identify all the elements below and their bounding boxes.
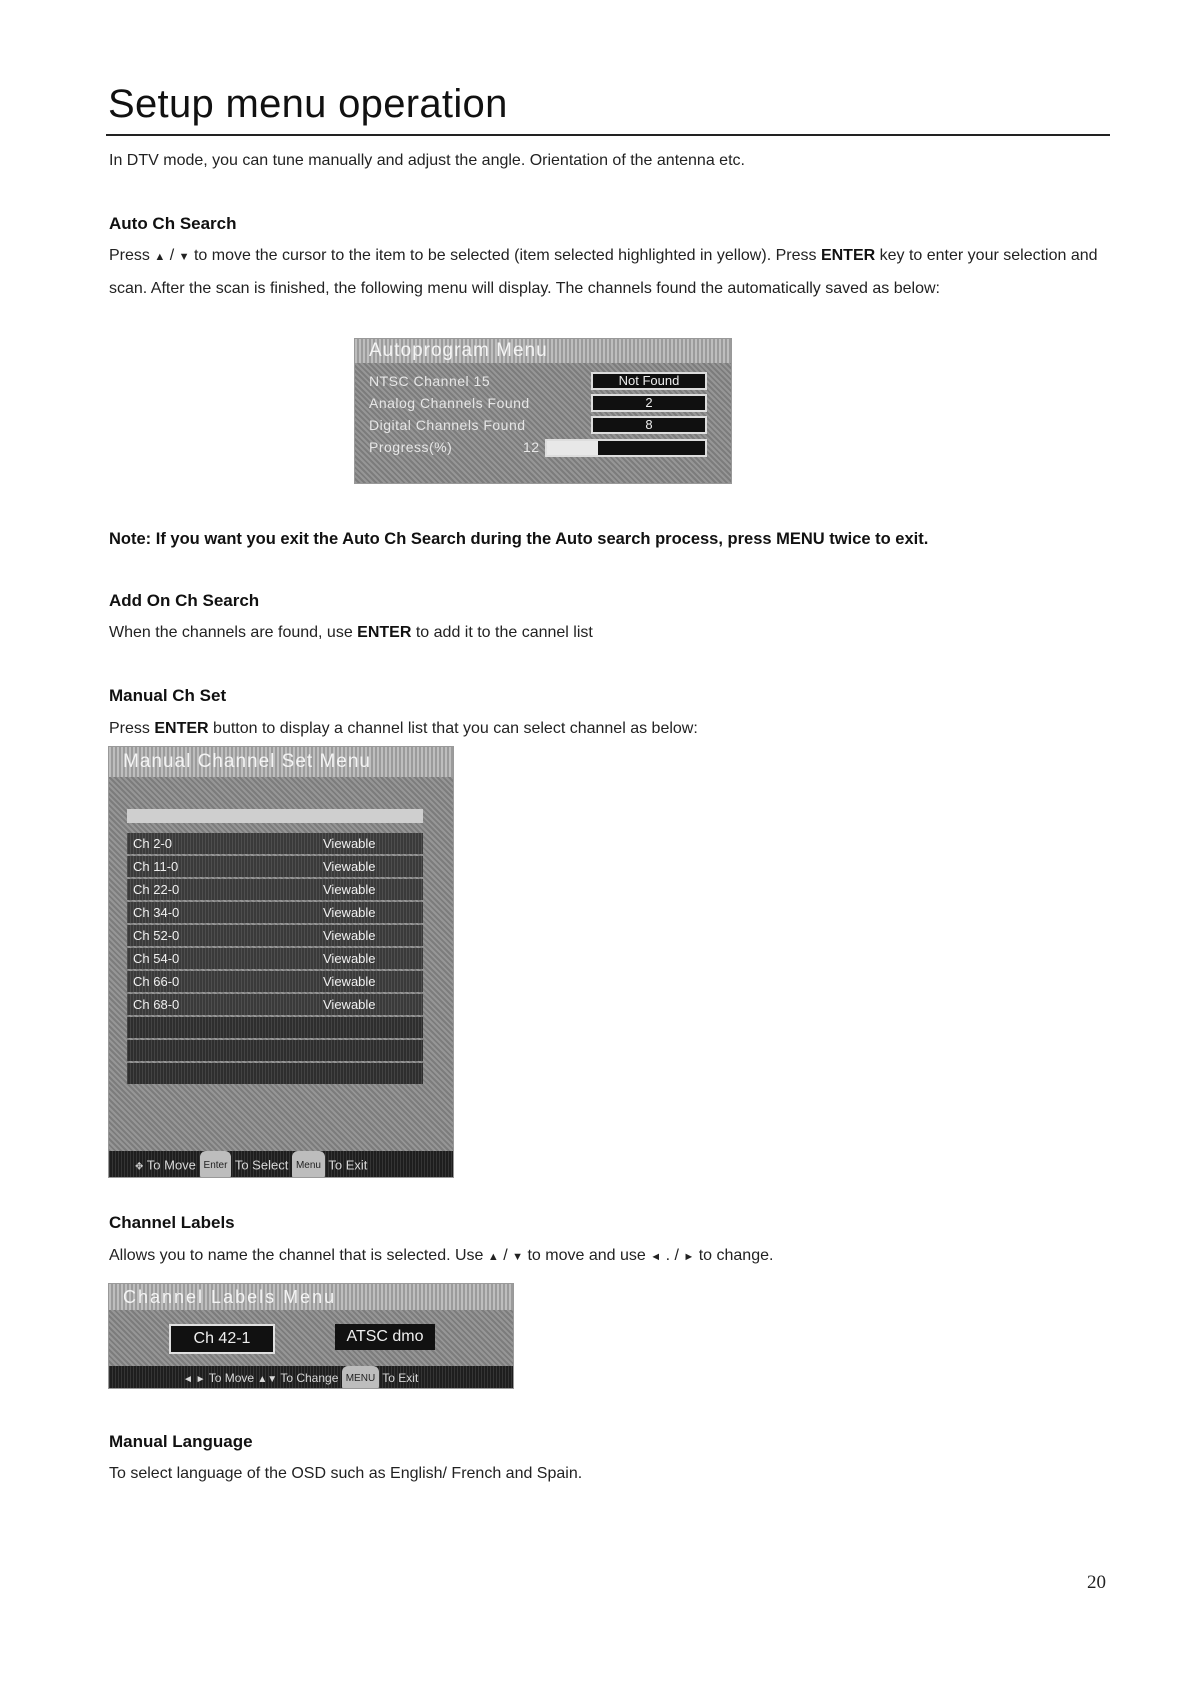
channel-number: Ch 66-0	[133, 974, 180, 989]
page-title: Setup menu operation	[108, 82, 508, 126]
left-arrow-icon: ◄	[650, 1251, 662, 1263]
add-on-ch-search-text	[109, 617, 593, 648]
channel-status: Viewable	[323, 859, 376, 874]
channel-labels-text	[109, 1240, 773, 1273]
manual-language-text: To select language of the OSD such as English/ French and Spain.	[109, 1465, 583, 1482]
channel-row[interactable]	[127, 833, 423, 854]
manual-text-1: Press	[109, 720, 150, 737]
channel-number: Ch 34-0	[133, 905, 180, 920]
slash-text: /	[503, 1247, 508, 1264]
channel-row[interactable]	[127, 971, 423, 992]
channel-labels-menu-title: Channel Labels Menu	[109, 1284, 513, 1310]
manual-channel-set-menu-screenshot	[108, 746, 454, 1178]
add-on-ch-search-heading: Add On Ch Search	[109, 591, 260, 610]
autoprogram-menu-title: Autoprogram Menu	[355, 339, 731, 363]
channel-number-field[interactable]: Ch 42-1	[169, 1324, 275, 1354]
channel-number: Ch 54-0	[133, 951, 180, 966]
enter-key-icon: Enter	[200, 1151, 232, 1178]
channel-status: Viewable	[323, 905, 376, 920]
channel-row[interactable]	[127, 879, 423, 900]
channel-status: Viewable	[323, 951, 376, 966]
add-on-text-1: When the channels are found, use	[109, 624, 353, 641]
intro-text: In DTV mode, you can tune manually and adjust the angle. Orientation of the antenna etc.	[109, 152, 745, 169]
manual-text-2: button to display a channel list that you can select channel as below:	[213, 720, 698, 737]
move-arrows-icon: ✥	[135, 1161, 144, 1173]
progress-label: Progress(%)	[369, 439, 453, 455]
channel-status: Viewable	[323, 997, 376, 1012]
auto-ch-search-text	[109, 240, 1109, 304]
channel-row[interactable]	[127, 856, 423, 877]
up-arrow-icon: ▲	[154, 251, 166, 263]
channel-row[interactable]	[127, 994, 423, 1015]
down-arrow-icon: ▼	[512, 1251, 524, 1263]
channel-row-empty	[127, 1063, 423, 1084]
add-on-text-2: to add it to the cannel list	[415, 624, 593, 641]
autoprogram-row-value: Not Found	[591, 372, 707, 390]
progress-bar	[545, 439, 707, 457]
channel-row[interactable]	[127, 902, 423, 923]
channel-labels-menu-screenshot	[108, 1283, 514, 1389]
slash-text: /	[169, 247, 175, 264]
autoprogram-row-value: 2	[591, 394, 707, 412]
channel-row[interactable]	[127, 925, 423, 946]
channel-number: Ch 11-0	[133, 859, 179, 874]
channel-row[interactable]	[127, 948, 423, 969]
autoprogram-row-label: NTSC Channel 15	[369, 373, 491, 389]
progress-value: 12	[523, 439, 540, 455]
note-text: Note: If you want you exit the Auto Ch Search during the Auto search process, press MENU twice to exit.	[109, 530, 929, 548]
title-rule	[106, 134, 1110, 136]
labels-text-2: to move and use	[527, 1247, 646, 1264]
page-number: 20	[1087, 1572, 1106, 1593]
enter-key-text: ENTER	[357, 624, 412, 641]
footer-change-text: To Change	[280, 1371, 339, 1386]
auto-text-press: Press	[109, 247, 150, 264]
up-down-arrows-icon: ▲▼	[257, 1374, 278, 1386]
footer-exit-text: To Exit	[328, 1157, 368, 1173]
channel-status: Viewable	[323, 882, 376, 897]
channel-status: Viewable	[323, 836, 376, 851]
manual-language-heading: Manual Language	[109, 1432, 253, 1451]
labels-text-3: to change.	[698, 1247, 774, 1264]
autoprogram-row-label: Digital Channels Found	[369, 417, 526, 433]
footer-select-text: To Select	[234, 1157, 289, 1173]
channel-labels-heading: Channel Labels	[109, 1213, 235, 1232]
menu-key-icon: MENU	[342, 1366, 379, 1389]
autoprogram-row-value: 8	[591, 416, 707, 434]
left-right-arrows-icon: ◄ ►	[183, 1374, 206, 1386]
channel-number: Ch 52-0	[133, 928, 180, 943]
autoprogram-row-label: Analog Channels Found	[369, 395, 530, 411]
footer-move-text: To Move	[146, 1157, 196, 1173]
down-arrow-icon: ▼	[178, 251, 190, 263]
enter-key-text: ENTER	[154, 720, 209, 737]
footer-exit-text: To Exit	[382, 1371, 419, 1386]
auto-ch-search-heading: Auto Ch Search	[109, 214, 237, 233]
labels-menu-footer	[109, 1366, 513, 1388]
channel-list-header-bar	[127, 809, 423, 823]
slash-text: . /	[665, 1247, 679, 1264]
channel-row-empty	[127, 1017, 423, 1038]
manual-channel-set-menu-title: Manual Channel Set Menu	[109, 747, 453, 777]
channel-number: Ch 68-0	[133, 997, 180, 1012]
channel-row-empty	[127, 1040, 423, 1061]
footer-move-text: To Move	[208, 1371, 255, 1386]
auto-text-move: to move the cursor to the item to be selected (item selected highlighted in yellow). Press	[193, 247, 817, 264]
progress-bar-fill	[547, 441, 598, 455]
channel-number: Ch 2-0	[133, 836, 173, 851]
manual-ch-set-text	[109, 713, 698, 744]
labels-text-1: Allows you to name the channel that is selected. Use	[109, 1247, 484, 1264]
manual-ch-set-heading: Manual Ch Set	[109, 686, 227, 705]
up-arrow-icon: ▲	[487, 1251, 499, 1263]
right-arrow-icon: ►	[683, 1251, 695, 1263]
channel-status: Viewable	[323, 928, 376, 943]
channel-status: Viewable	[323, 974, 376, 989]
menu-key-icon: Menu	[292, 1151, 325, 1178]
channel-label-field[interactable]: ATSC dmo	[335, 1324, 435, 1350]
autoprogram-menu-screenshot	[354, 338, 732, 484]
channel-number: Ch 22-0	[133, 882, 180, 897]
auto-text-scan: key to enter your selection and scan. After the scan is finished, the following menu will display. The channels found the automatically saved as below:	[109, 247, 1098, 297]
manual-menu-footer	[109, 1151, 453, 1177]
enter-key-text: ENTER	[820, 247, 876, 264]
